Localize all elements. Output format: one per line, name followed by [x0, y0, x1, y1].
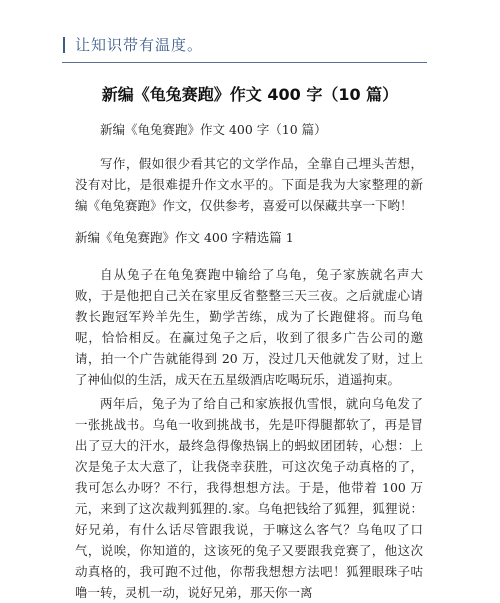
- header-accent-bar: [63, 37, 65, 53]
- header-divider: [62, 62, 427, 63]
- page-header: [0, 0, 500, 70]
- intro-paragraph: 写作，假如很少看其它的文学作品，全靠自己埋头苦想，没有对比，是很难提升作文水平的。下面是我为大家整理的新编《龟兔赛跑》作文，仅供参考，喜爱可以保藏共享一下哟！: [75, 156, 423, 213]
- document-title: 新编《龟兔赛跑》作文 400 字（10 篇）: [101, 85, 399, 104]
- body-paragraph: 两年后，兔子为了给自己和家族报仇雪恨，就向乌龟发了一张挑战书。乌龟一收到挑战书，先是吓得腿都软了，再是冒出了豆大的汗水，最终急得像热锅上的蚂蚁团团转，心想：上次是兔子太大意了，让我侥幸获胜，可这次兔子动真格的了，我可怎么办呀？不行，我得想想方法。于是，他带着 100 万元，来到了这次裁判狐狸的.家。乌龟把钱给了狐狸，狐狸说：好兄弟，有什么话尽管跟我说，于嘛这么客气？乌龟叹了口气，说唉，你知道的，这该死的兔子又要跟我竞赛了，他这次动真格的，我可跑不过他，你帮我想想方法吧！狐狸眼珠子咕噜一转，灵机一动，说好兄弟，那天你一离: [75, 396, 423, 600]
- section-heading: 新编《龟兔赛跑》作文 400 字精选篇 1: [75, 230, 294, 245]
- document-subtitle: 新编《龟兔赛跑》作文 400 字（10 篇）: [100, 122, 327, 137]
- header-slogan: 让知识带有温度。: [75, 36, 204, 54]
- body-paragraph: 自从兔子在龟兔赛跑中输给了乌龟，兔子家族就名声大败，于是他把自己关在家里反省整整三天三夜。之后就虚心请教长跑冠军羚羊先生，勤学苦练，成为了长跑健将。而乌龟呢，恰恰相反。在赢过兔子之后，收到了很多广告公司的邀请，拍一个广告就能得到 20 万，没过几天他就发了财，过上了神仙似的生活，成天在五星级酒店吃喝玩乐，逍遥拘束。: [75, 267, 423, 387]
